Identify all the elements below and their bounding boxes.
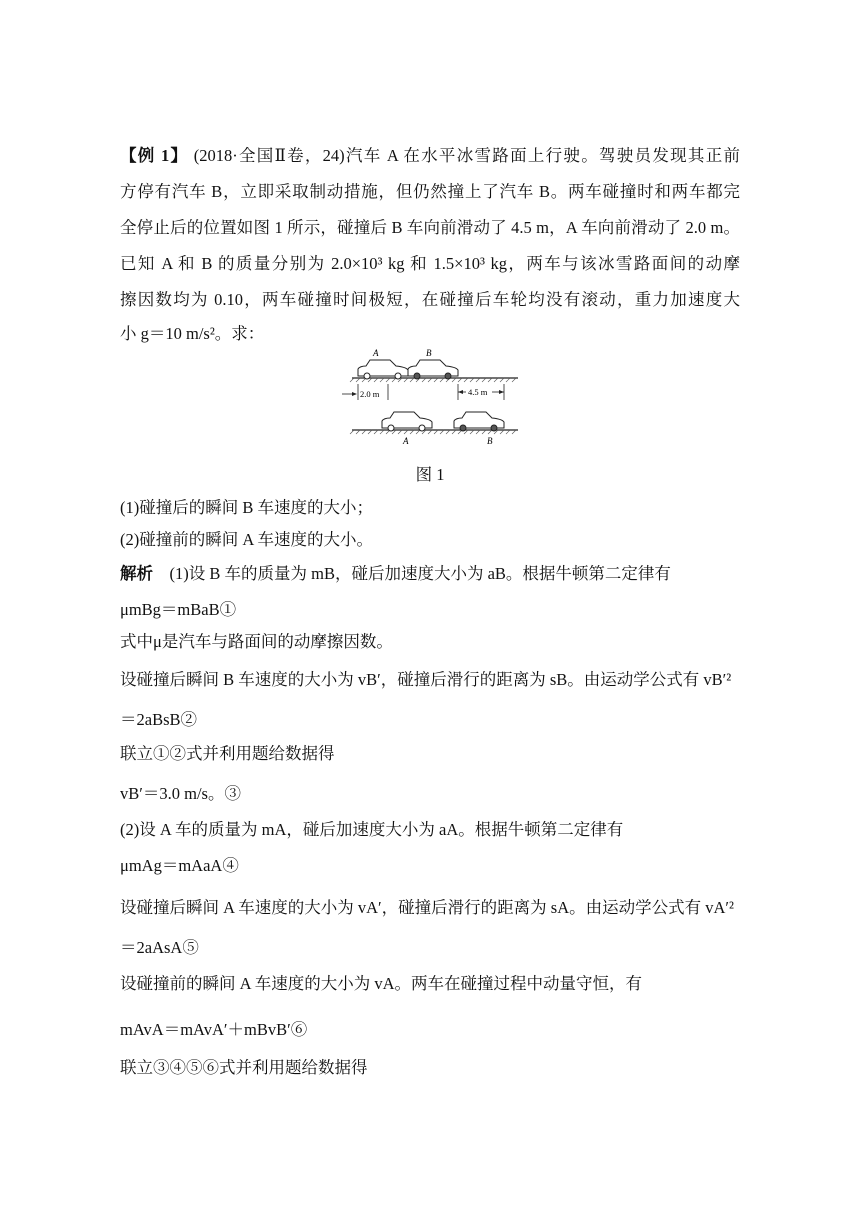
solution-label: 解析 [120, 564, 153, 583]
dist-a-label: 2.0 m [360, 389, 380, 399]
example-line-3: 全停止后的位置如图 1 所示，碰撞后 B 车向前滑动了 4.5 m，A 车向前滑动了 2.0 m。 [120, 218, 740, 237]
question-1: (1)碰撞后的瞬间 B 车速度的大小； [120, 498, 373, 517]
solution-line-11: ＝2aAsA⑤ [120, 938, 199, 957]
question-2: (2)碰撞前的瞬间 A 车速度的大小。 [120, 530, 373, 549]
solution-line-1 [120, 562, 671, 586]
car-b-bottom [454, 412, 504, 431]
solution-line-9: μmAg＝mAaA④ [120, 856, 239, 875]
car-a-bottom [382, 412, 432, 431]
solution-line-8: (2)设 A 车的质量为 mA，碰后加速度大小为 aA。根据牛顿第二定律有 [120, 820, 624, 839]
solution-line-4: 设碰撞后瞬间 B 车速度的大小为 vB′，碰撞后滑行的距离为 sB。由运动学公式有 vB′² [120, 670, 732, 689]
solution-line-13: mAvA＝mAvA′＋mBvB′⑥ [120, 1020, 308, 1039]
solution-line-2: μmBg＝mBaB① [120, 600, 237, 619]
solution-text-1: (1)设 B 车的质量为 mB，碰后加速度大小为 aB。根据牛顿第二定律有 [169, 564, 671, 583]
example-line-1 [120, 144, 740, 168]
example-source: (2018·全国Ⅱ卷，24) [193, 146, 345, 165]
label-b-top: B [426, 348, 432, 358]
label-a-top: A [373, 348, 379, 358]
example-line-2: 方停有汽车 B，立即采取制动措施，但仍然撞上了汽车 B。两车碰撞时和两车都完 [120, 182, 740, 201]
solution-line-12: 设碰撞前的瞬间 A 车速度的大小为 vA。两车在碰撞过程中动量守恒，有 [120, 974, 643, 993]
figure-caption: 图 1 [415, 465, 445, 484]
example-line-6: 小 g＝10 m/s²。求： [120, 324, 265, 343]
label-a-bottom: A [403, 436, 409, 446]
solution-line-6: 联立①②式并利用题给数据得 [120, 744, 335, 763]
example-line-5: 擦因数均为 0.10，两车碰撞时间极短，在碰撞后车轮均没有滚动，重力加速度大 [120, 290, 740, 309]
solution-line-3: 式中μ是汽车与路面间的动摩擦因数。 [120, 632, 393, 651]
solution-line-5: ＝2aBsB② [120, 710, 198, 729]
solution-line-14: 联立③④⑤⑥式并利用题给数据得 [120, 1058, 368, 1077]
example-text: 汽车 A 在水平冰雪路面上行驶。驾驶员发现其正前 [344, 146, 741, 165]
collision-figure [340, 344, 520, 454]
example-line-4: 已知 A 和 B 的质量分别为 2.0×10³ kg 和 1.5×10³ kg，两车与该冰雪路面间的动摩 [120, 254, 740, 273]
dist-b-label: 4.5 m [468, 387, 488, 397]
solution-line-7: vB′＝3.0 m/s。③ [120, 784, 241, 803]
label-b-bottom: B [487, 436, 493, 446]
car-a-top [358, 360, 408, 379]
solution-line-10: 设碰撞后瞬间 A 车速度的大小为 vA′，碰撞后滑行的距离为 sA。由运动学公式有 vA′² [120, 898, 734, 917]
example-tag: 【例 1】 [120, 146, 189, 165]
car-b-top [408, 360, 458, 379]
